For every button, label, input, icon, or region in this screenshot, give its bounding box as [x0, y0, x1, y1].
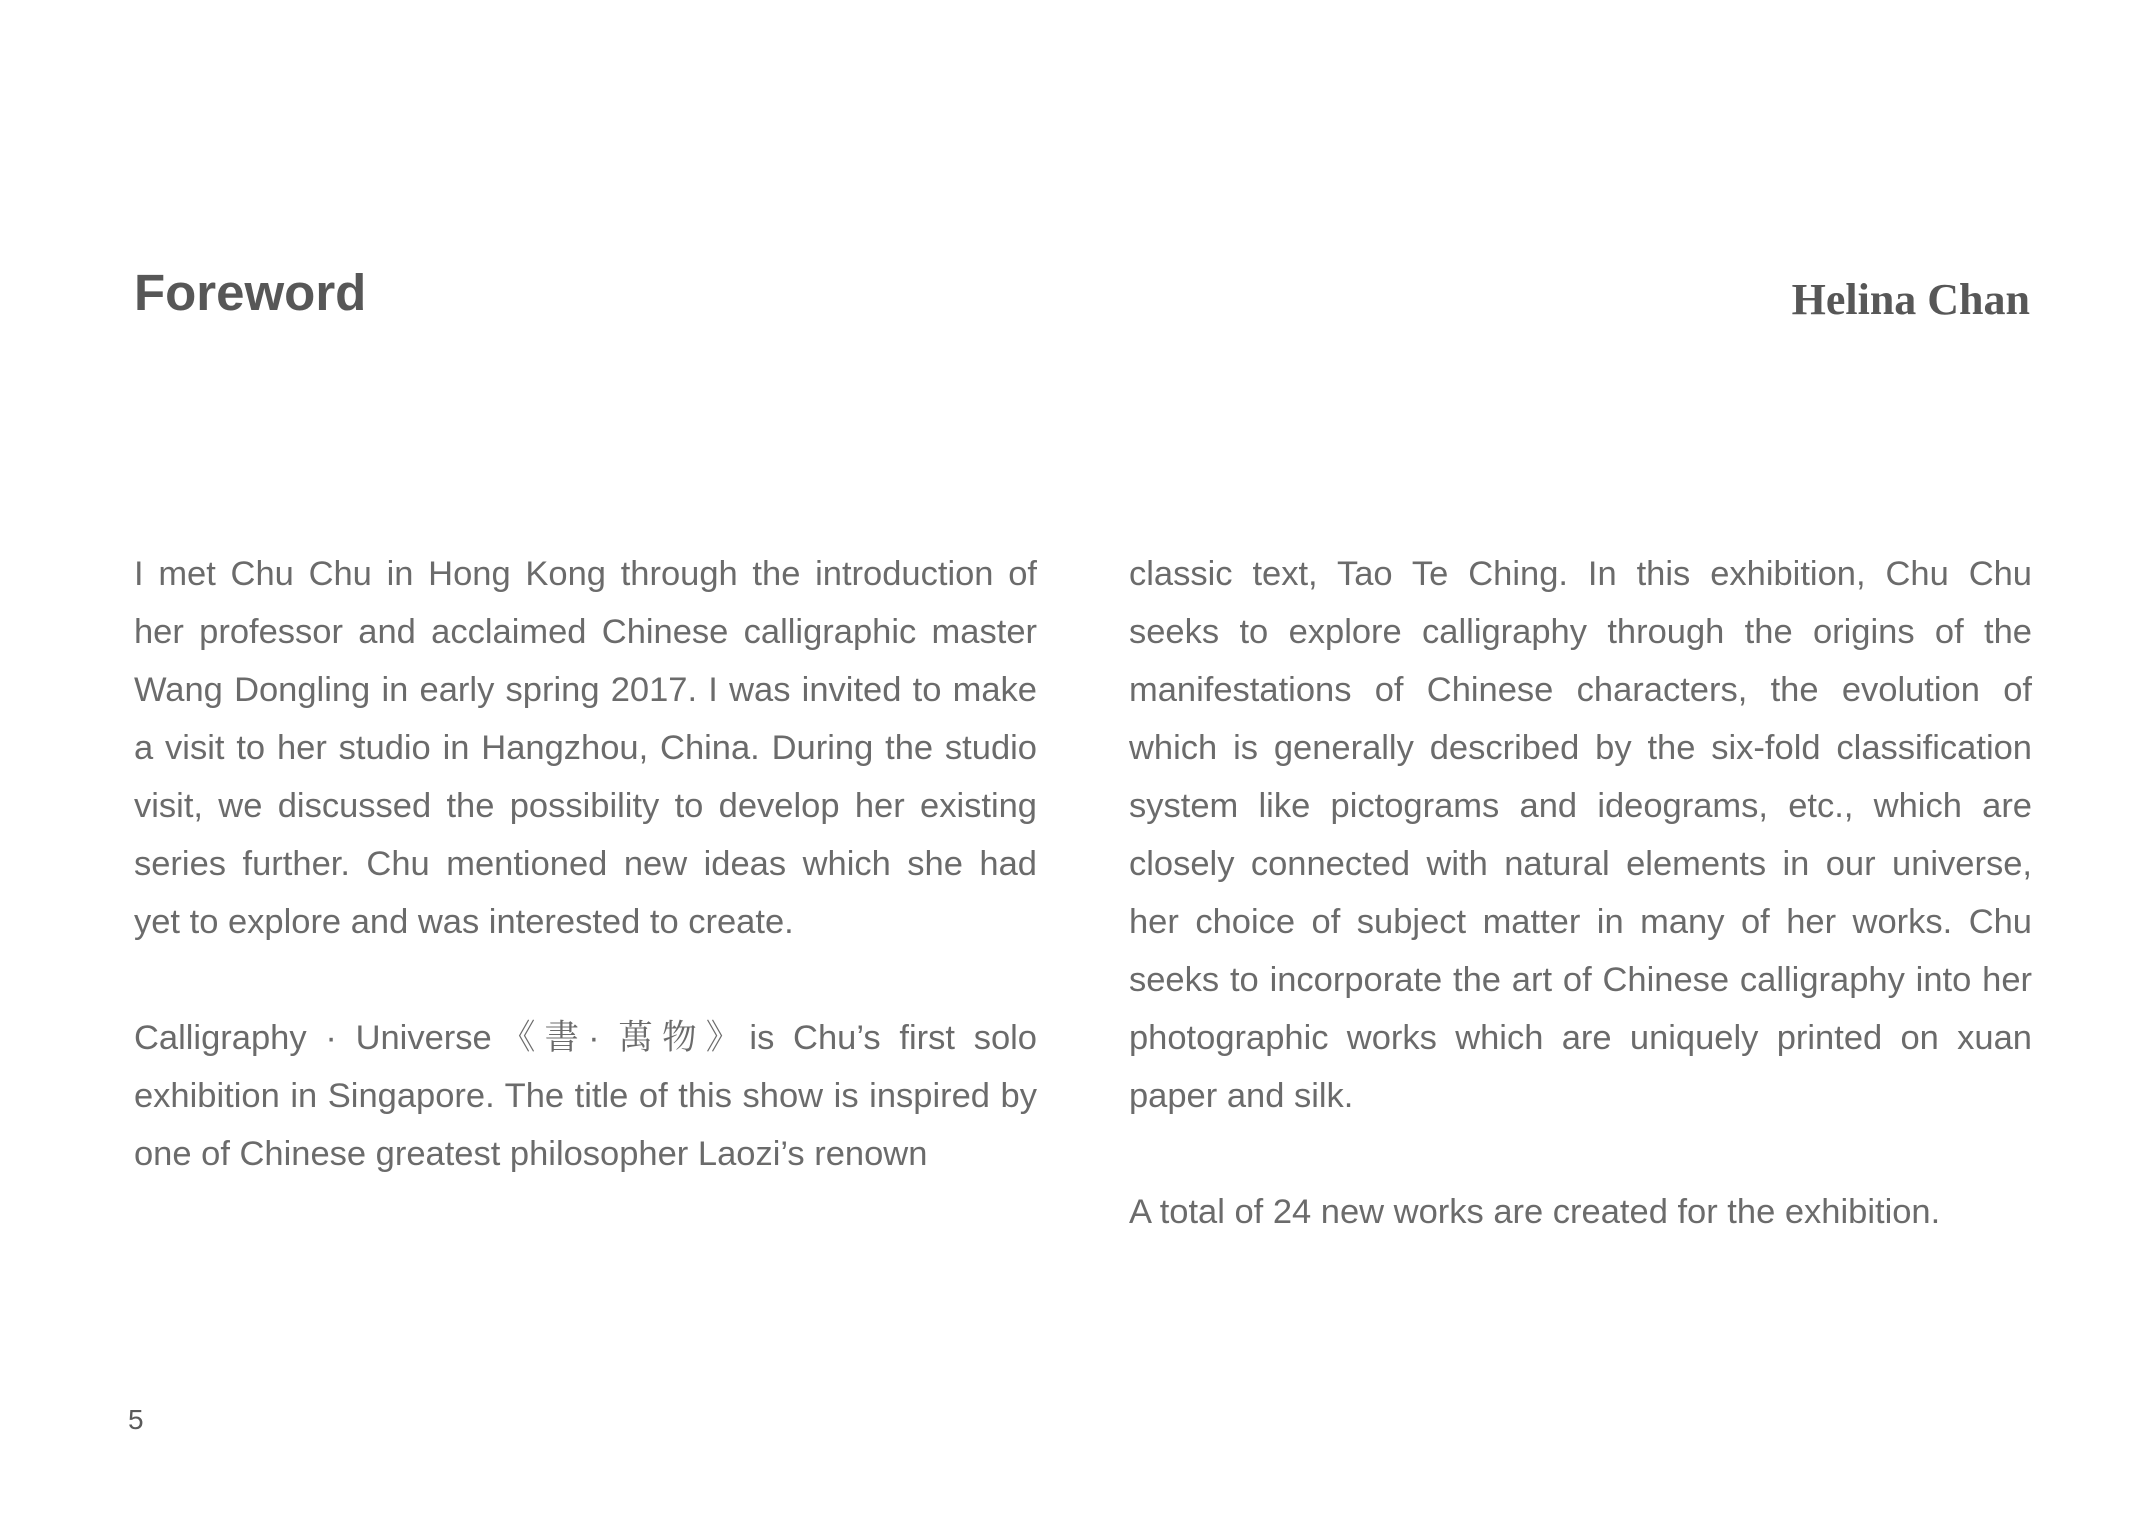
left-column: [134, 545, 1037, 1183]
author-name: Helina Chan: [1791, 275, 2030, 324]
page-title: Foreword: [134, 264, 367, 321]
paragraph: A total of 24 new works are created for the exhibition.: [1129, 1193, 1941, 1231]
page-number: 5: [128, 1404, 144, 1435]
paragraph: Calligraphy · Universe《書· 萬物》is Chu’s first solo exhibition in Singapore. The title of this show is inspired by one of Chinese greatest philosopher Laozi’s renown: [134, 1019, 1037, 1173]
right-column: [1129, 545, 2032, 1241]
paragraph: I met Chu Chu in Hong Kong through the introduction of her professor and acclaimed Chinese calligraphic master Wang Dongling in early spring 2017. I was invited to make a visit to her studio in Hangzhou, China. During the studio visit, we discussed the possibility to develop her existing series further. Chu mentioned new ideas which she had yet to explore and was interested to create.: [134, 555, 1037, 941]
paragraph: classic text, Tao Te Ching. In this exhibition, Chu Chu seeks to explore calligraphy through the origins of the manifestations of Chinese characters, the evolution of which is generally described by the six-fold classification system like pictograms and ideograms, etc., which are closely connected with natural elements in our universe, her choice of subject matter in many of her works. Chu seeks to incorporate the art of Chinese calligraphy into her photographic works which are uniquely printed on xuan paper and silk.: [1129, 555, 2032, 1115]
